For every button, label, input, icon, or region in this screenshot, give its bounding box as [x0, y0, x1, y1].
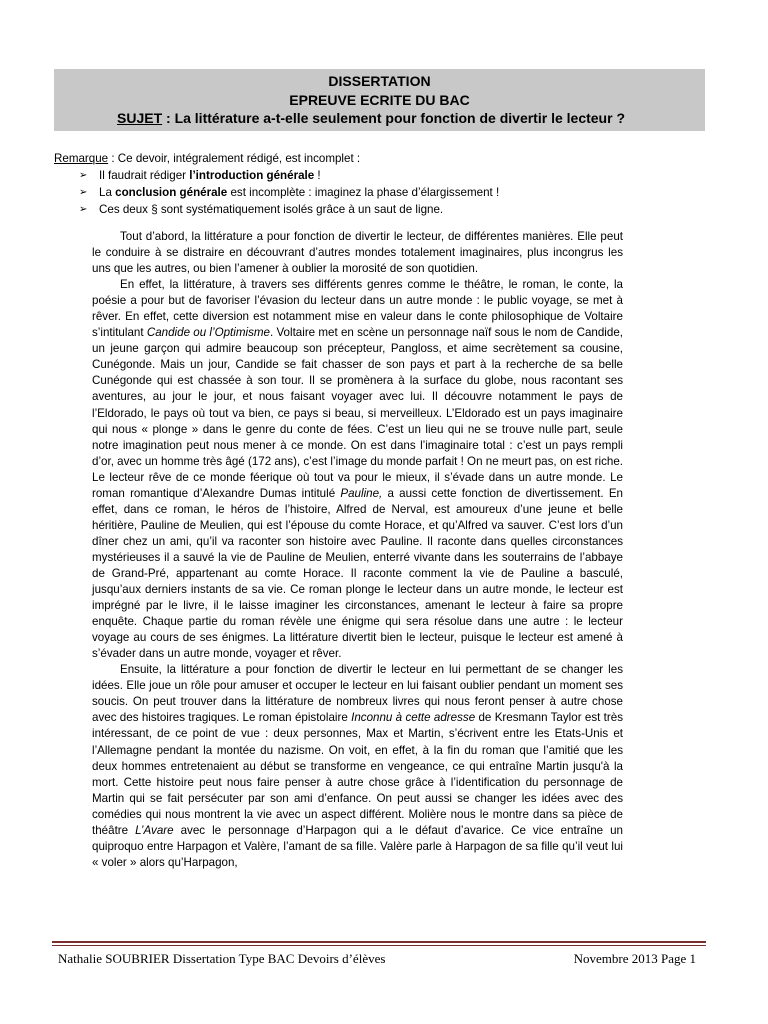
remark-block	[54, 150, 674, 218]
paragraph-text: de Kresmann Taylor est très intéressant, de ce point de vue : deux personnes, Max et Martin, s’écrivent entre les Etats-Unis et l’Allemagne pendant la montée du nazisme. On voit, en effet, à la fin du roman que l’amitié que les deux hommes entretenaient au début se transforme en vengeance, ce qui entraîne Martin jusqu'à la mort. Cette histoire peut nous faire penser à autre chose grâce à l’identification du personnage de Martin qui se fait persécuter par son ami d’enfance. On peut aussi se changer les idées avec des comédies qui nous montrent la vie avec un aspect différent. Molière nous le montre dans sa pièce de théâtre	[92, 711, 623, 837]
title-box	[54, 69, 705, 131]
book-title: Pauline,	[340, 486, 383, 500]
remark-intro	[54, 150, 674, 167]
book-title: Candide ou l’Optimisme	[146, 326, 270, 340]
remark-item-bold: l’introduction générale	[189, 169, 315, 182]
remark-item	[54, 201, 674, 218]
remark-item-text: Il faudrait rédiger	[99, 169, 190, 182]
remark-item-text: !	[314, 169, 321, 182]
paragraph-text: Ensuite, la littérature a pour fonction de divertir le lecteur en lui permettant de se changer les idées. Elle joue un rôle pour amuser et occuper le lecteur en lui faisant oublier pendant un moment ses soucis. On peut trouver dans la littérature de nombreux livres qui nous feront penser à autre chose avec des histoires tragiques. Le roman épistolaire	[92, 663, 623, 725]
book-title: L’Avare	[135, 823, 174, 837]
remark-label: Remarque	[54, 152, 109, 165]
arrow-bullet-icon: ➢	[79, 187, 88, 198]
paragraph-text: a aussi cette fonction de divertissement. En effet, dans ce roman, le héros de l’histoire, Alfred de Nerval, est amoureux d’une jeune et belle héritière, Pauline de Meulien, qui est l’épouse du comte Horace, et qu’Alfred va sauver. C’est lors d’un dîner chez un ami, qu’il va raconter son histoire avec Pauline. Il raconte dans quelles circonstances mystérieuses il a sauvé la vie de Pauline de Meulien, enterré vivante dans les souterrains de l’abbaye de Grand-Pré, appartenant au comte Horace. Il raconte comment la vie de Pauline a basculé, jusqu’aux derniers instants de sa vie. Ce roman plonge le lecteur dans un autre monde, le lecteur est imprégné par le livre, il le laisse imaginer les circonstances, amenant le lecteur à faire sa propre enquête. Chaque partie du roman révèle une énigme qui sera résolue dans une autre : le lecteur voyage au cours de ses énigmes. La littérature divertit bien le lecteur, puisque le lecteur est amené à s’évader dans un autre monde, voyager et rêver.	[92, 486, 623, 661]
subject-text: : La littérature a-t-elle seulement pour fonction de divertir le lecteur ?	[162, 110, 625, 126]
footer-author: Nathalie SOUBRIER Dissertation Type BAC Devoirs d’élèves	[58, 951, 386, 966]
remark-item-text: La	[99, 186, 116, 199]
arrow-bullet-icon: ➢	[79, 170, 88, 181]
remark-item	[54, 184, 674, 201]
arrow-bullet-icon: ➢	[79, 204, 88, 215]
paragraph-2	[92, 277, 623, 662]
paragraph-3	[92, 662, 623, 871]
remark-item-text: Ces deux § sont systématiquement isolés grâce à un saut de ligne.	[99, 203, 444, 216]
doc-type-title: DISSERTATION	[328, 73, 431, 89]
paragraph-text: . Voltaire met en scène un personnage naïf sous le nom de Candide, un jeune garçon qui admire beaucoup son précepteur, Pangloss, et aime secrètement sa cousine, Cunégonde. Mais un jour, Candide se fait chasser de son pays et part à la recherche de sa belle Cunégonde qui est chassée à son tour. Il se promènera à la surface du globe, nous racontant ses aventures, au jour le jour, et nous faisant voyager avec lui. Il découvre notamment le pays de l’Eldorado, le pays où tout va bien, ce pays si beau, si merveilleux. L’Eldorado est un pays imaginaire qui nous « plonge » dans le genre du conte de fées. C’est un lieu qui ne se trouve nulle part, seule notre imagination peut nous mener à ce monde. On est dans l’imaginaire total : c’est un pays rempli d’or, avec un homme très âgé (172 ans), c’est l’image du monde parfait ! On ne meurt pas, on est riche. Le lecteur rêve de ce monde féerique où tout va pour le mieux, il s’évade dans un autre monde. Le roman romantique d’Alexandre Dumas intitulé	[92, 326, 624, 500]
remark-item-bold: conclusion générale	[115, 186, 228, 199]
remark-item	[54, 167, 674, 184]
footer-rule	[52, 941, 706, 943]
paragraph-text: avec le personnage d’Harpagon qui a le défaut d’avarice. Ce vice entraîne un quiproquo entre Harpagon et Valère, l’amant de sa fille. Valère parle à Harpagon de sa fille qu’il veut lui « voler » alors qu’Harpagon,	[92, 823, 623, 869]
footer-rule-thin	[52, 945, 706, 946]
essay-body	[92, 229, 623, 871]
book-title: Inconnu à cette adresse	[351, 711, 476, 725]
remark-list	[54, 167, 674, 218]
exam-title: EPREUVE ECRITE DU BAC	[289, 92, 470, 108]
paragraph-1: Tout d’abord, la littérature a pour fonction de divertir le lecteur, de différentes manières. Elle peut le conduire à se distraire en découvrant d’autres mondes totalement imaginaires, plus incongrus les uns que les autres, ou bien l’amener à oublier la morosité de son quotidien.	[92, 230, 623, 276]
subject-line	[117, 109, 625, 127]
footer-page-info: Novembre 2013 Page 1	[573, 951, 696, 966]
paragraph-text: En effet, la littérature, à travers ses différents genres comme le théâtre, le roman, le conte, la poésie a pour but de favoriser l’évasion du lecteur dans un autre monde : le public voyage, se met à rêver. En effet, cette diversion est notamment mise en valeur dans le conte philosophique de Voltaire s’intitulant	[92, 278, 623, 340]
subject-label: SUJET	[117, 110, 163, 126]
remark-intro-text: : Ce devoir, intégralement rédigé, est incomplet :	[108, 152, 361, 165]
remark-item-text: est incomplète : imaginez la phase d’élargissement !	[227, 186, 500, 199]
